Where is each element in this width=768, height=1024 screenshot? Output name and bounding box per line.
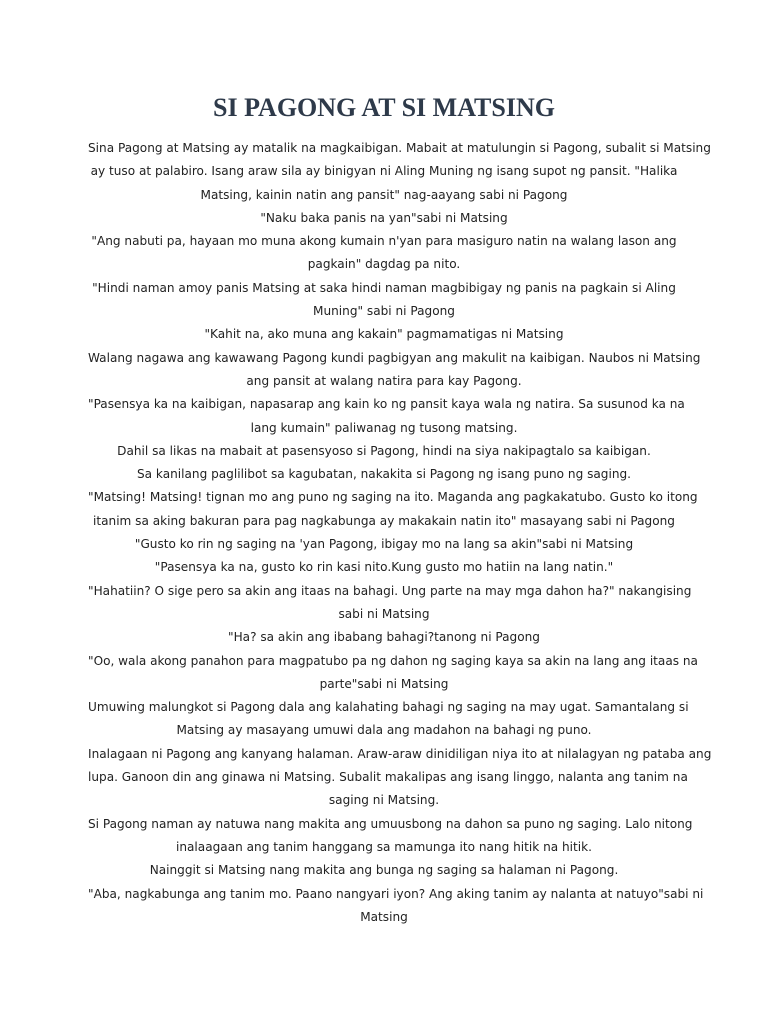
body-line: Sina Pagong at Matsing ay matalik na magkaibigan. Mabait at matulungin si Pagong, subalit si Matsing [88,141,711,155]
body-line: itanim sa aking bakuran para pag nagkabunga ay makakain natin ito" masayang sabi ni Pagong [93,513,675,528]
body-line: Muning" sabi ni Pagong [313,304,455,319]
body-line: ay tuso at palabiro. Isang araw sila ay binigyan ni Aling Muning ng isang supot ng pansit. "Halika [90,164,678,179]
body-line: lupa. Ganoon din ang ginawa ni Matsing. Subalit makalipas ang isang linggo, nalanta ang tanim na [88,770,688,785]
body-line: "Pasensya ka na kaibigan, napasarap ang kain ko ng pansit kaya wala ng natira. Sa susunod ka na [88,397,685,412]
body-line: "Naku baka panis na yan"sabi ni Matsing [260,210,508,225]
body-line: parte"sabi ni Matsing [319,676,449,691]
body-line: saging ni Matsing. [328,793,440,808]
body-line: Umuwing malungkot si Pagong dala ang kalahating bahagi ng saging na may ugat. Samantalang si [88,700,689,715]
body-line: "Pasensya ka na, gusto ko rin kasi nito.Kung gusto mo hatiin na lang natin." [154,560,614,575]
body-line: "Oo, wala akong panahon para magpatubo pa ng dahon ng saging kaya sa akin na lang ang itaas na [88,653,698,668]
body-line: Matsing, kainin natin ang pansit" nag-aayang sabi ni Pagong [200,187,568,202]
body-line: "Ang nabuti pa, hayaan mo muna akong kumain n'yan para masiguro natin na walang lason ang [91,234,677,249]
body-line: "Ha? sa akin ang ibabang bahagi?tanong ni Pagong [228,630,540,645]
body-line: Si Pagong naman ay natuwa nang makita ang umuusbong na dahon sa puno ng saging. Lalo nitong [88,816,693,831]
body-line: "Aba, nagkabunga ang tanim mo. Paano nangyari iyon? Ang aking tanim ay nalanta at natuyo"sabi ni [88,886,704,901]
body-line: Nainggit si Matsing nang makita ang bunga ng saging sa halaman ni Pagong. [149,863,619,878]
document-body [88,137,712,929]
body-line: sabi ni Matsing [338,606,430,621]
body-line: inalaagaan ang tanim hanggang sa mamunga ito nang hitik na hitik. [176,839,592,854]
body-line: Walang nagawa ang kawawang Pagong kundi pagbigyan ang makulit na kaibigan. Naubos ni Matsing [88,350,701,365]
body-line: "Hindi naman amoy panis Matsing at saka hindi naman magbibigay ng panis na pagkain si Aling [92,280,676,295]
body-line: Inalagaan ni Pagong ang kanyang halaman. Araw-araw dinidiligan niya ito at nilalagyan ng pataba ang [88,746,712,761]
document-title: SI PAGONG AT SI MATSING [213,93,555,122]
body-line: Matsing ay masayang umuwi dala ang madahon na bahagi ng puno. [176,723,592,738]
body-line: Dahil sa likas na mabait at pasensyoso si Pagong, hindi na siya nakipagtalo sa kaibigan. [117,443,651,458]
body-line: pagkain" dagdag pa nito. [307,257,461,272]
body-line: "Matsing! Matsing! tignan mo ang puno ng saging na ito. Maganda ang pagkakatubo. Gusto ko itong [88,490,698,505]
body-line: Sa kanilang paglilibot sa kagubatan, nakakita si Pagong ng isang puno ng saging. [136,467,632,482]
body-line: "Gusto ko rin ng saging na 'yan Pagong, ibigay mo na lang sa akin"sabi ni Matsing [134,537,634,552]
body-line: ang pansit at walang natira para kay Pagong. [246,373,522,388]
body-line: Matsing [360,909,408,924]
body-line: "Kahit na, ako muna ang kakain" pagmamatigas ni Matsing [204,327,564,342]
body-line: "Hahatiin? O sige pero sa akin ang itaas na bahagi. Ung parte na may mga dahon ha?" nakangising [88,583,692,598]
body-line: lang kumain" paliwanag ng tusong matsing. [250,420,518,435]
